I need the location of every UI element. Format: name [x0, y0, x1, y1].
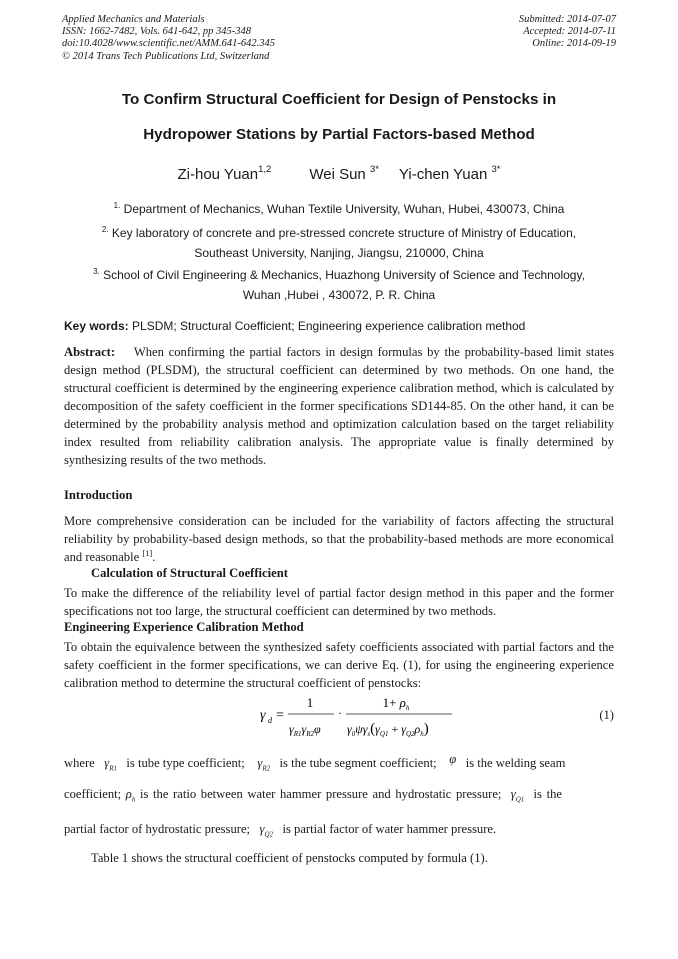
affiliation-text: Key laboratory of concrete and pre-stressed concrete structure of Ministry of Education, — [111, 226, 577, 240]
abstract-label: Abstract: — [64, 345, 116, 359]
journal-name: Applied Mechanics and Materials — [62, 14, 205, 25]
submitted-date: Submitted: 2014-07-07 — [518, 14, 616, 25]
equation-1 — [260, 692, 460, 740]
where-text: is the ratio between water hammer pressure and hydrostatic pressure; — [139, 787, 502, 801]
where-text: is the tube segment coefficient; — [279, 756, 437, 770]
author-name: Wei Sun — [309, 166, 366, 183]
affiliation-text: Wuhan ,Hubei , 430072, P. R. China — [242, 287, 436, 302]
phi-symbol: φ — [449, 752, 457, 766]
introduction-heading: Introduction — [64, 488, 133, 502]
eq-denominator-1: $\gamma_{R1}\gamma_{R2}\varphi$ — [289, 722, 321, 738]
eq-numerator-1: 1 — [306, 695, 314, 710]
affiliation-3 — [60, 266, 618, 305]
where-text: is the — [533, 787, 562, 801]
accepted-date: Accepted: 2014-07-11 — [523, 26, 616, 38]
affiliation-2 — [60, 224, 618, 263]
abstract-text: When confirming the partial factors in design formulas by the probability-based limit states design method (PLSDM), the structural coefficient can determined by two methods. On one hand, the structural coefficient is determined by the engineering experience calibration method, which is calculated by decomposition of the safety coefficient in the former specifications SD144-85. On the other hand, it can be determined by the probability analysis method and optimization calculation based on the target reliability index resulted from reliability calibration analysis. The appropriate value is finally determined by synthesizing results of the two methods. — [64, 345, 615, 467]
eq-dot: · — [338, 706, 342, 720]
author-affiliation-mark: 3* — [491, 164, 501, 175]
keywords — [64, 319, 624, 333]
author-name: Zi-hou Yuan — [177, 166, 259, 183]
eecm-heading: Engineering Experience Calibration Method — [64, 620, 304, 634]
citation-ref[interactable]: [1] — [142, 548, 153, 558]
keywords-text: PLSDM; Structural Coefficient; Engineering experience calibration method — [132, 319, 526, 333]
where-text: partial factor of hydrostatic pressure; — [64, 822, 251, 836]
where-line-3 — [64, 822, 614, 839]
affiliation-text: School of Civil Engineering & Mechanics, Huazhong University of Science and Technology, — [103, 268, 585, 282]
affiliation-number: 2. — [101, 225, 109, 234]
calc-heading: Calculation of Structural Coefficient — [91, 566, 288, 580]
online-date: Online: 2014-09-19 — [532, 38, 616, 50]
affiliation-number: 1. — [113, 201, 121, 210]
journal-issn: ISSN: 1662-7482, Vols. 641-642, pp 345-348 — [62, 26, 251, 38]
journal-doi: doi:10.4028/www.scientific.net/AMM.641-642.345 — [62, 38, 275, 50]
calc-text: To make the difference of the reliability level of partial factor design method in this paper and the former specifications not too large, the structural coefficient can determined by two methods. — [64, 586, 614, 618]
equation-number: (1) — [599, 708, 614, 722]
rho-h-symbol: $\rho_h$ — [125, 787, 136, 804]
sentence-end: . — [152, 550, 156, 564]
where-text: is tube type coefficient; — [126, 756, 245, 770]
affiliation-number: 3. — [93, 267, 100, 276]
eq-equals: = — [276, 708, 284, 723]
journal-header — [62, 14, 275, 63]
where-text: is the welding seam — [465, 756, 566, 770]
affiliation-text: Department of Mechanics, Wuhan Textile University, Wuhan, Hubei, 430073, China — [123, 202, 565, 216]
introduction-text — [64, 512, 614, 566]
gamma-r2-symbol: $\gamma_{R2}$ — [257, 756, 271, 773]
table-intro: Table 1 shows the structural coefficient of penstocks computed by formula (1). — [91, 851, 488, 865]
author-list — [0, 166, 678, 183]
where-text: where — [64, 756, 95, 770]
author-affiliation-mark: 3* — [369, 164, 379, 175]
author-name: Yi-chen Yuan — [398, 166, 488, 183]
gamma-q2-symbol: $\gamma_{Q2}$ — [259, 822, 274, 839]
affiliation-1 — [60, 200, 618, 220]
journal-copyright: © 2014 Trans Tech Publications Ltd, Switzerland — [62, 50, 270, 62]
affiliation-text: Southeast University, Nanjing, Jiangsu, 210000, China — [194, 245, 484, 260]
eq-lhs: γ — [260, 708, 266, 723]
eq-denominator-2: $\gamma_0\psi\gamma_s(\gamma_{Q1} + \gamma_{Q2}\rho_h)$ — [347, 721, 429, 738]
paper-title-line1: To Confirm Structural Coefficient for Design of Penstocks in — [121, 91, 557, 108]
introduction-body: More comprehensive consideration can be included for the variability of factors affecting the structural reliability by probability-based design methods, so that the probability-based methods are more economical and reasonable — [64, 514, 614, 564]
keywords-label: Key words: — [64, 319, 129, 333]
where-text: is partial factor of water hammer pressure. — [282, 822, 497, 836]
where-line-2 — [64, 787, 614, 804]
paper-title-line2: Hydropower Stations by Partial Factors-based Method — [143, 126, 535, 143]
gamma-r1-symbol: $\gamma_{R1}$ — [104, 756, 117, 773]
where-line-1 — [64, 752, 614, 773]
gamma-q1-symbol: $\gamma_{Q1}$ — [510, 787, 525, 804]
author-affiliation-mark: 1,2 — [258, 164, 272, 175]
eq-numerator-2: $1+ \rho_h$ — [382, 695, 410, 712]
where-text: coefficient; — [64, 787, 122, 801]
abstract — [64, 343, 614, 469]
eecm-text: To obtain the equivalence between the synthesized safety coefficients associated with partial factors and the safety coefficient in the former specifications, we can derive Eq. (1), for using the engineering experience calibration method to determine the structural coefficient of penstocks: — [64, 640, 614, 690]
dates-header — [519, 14, 616, 51]
eq-lhs-sub: d — [268, 716, 272, 725]
